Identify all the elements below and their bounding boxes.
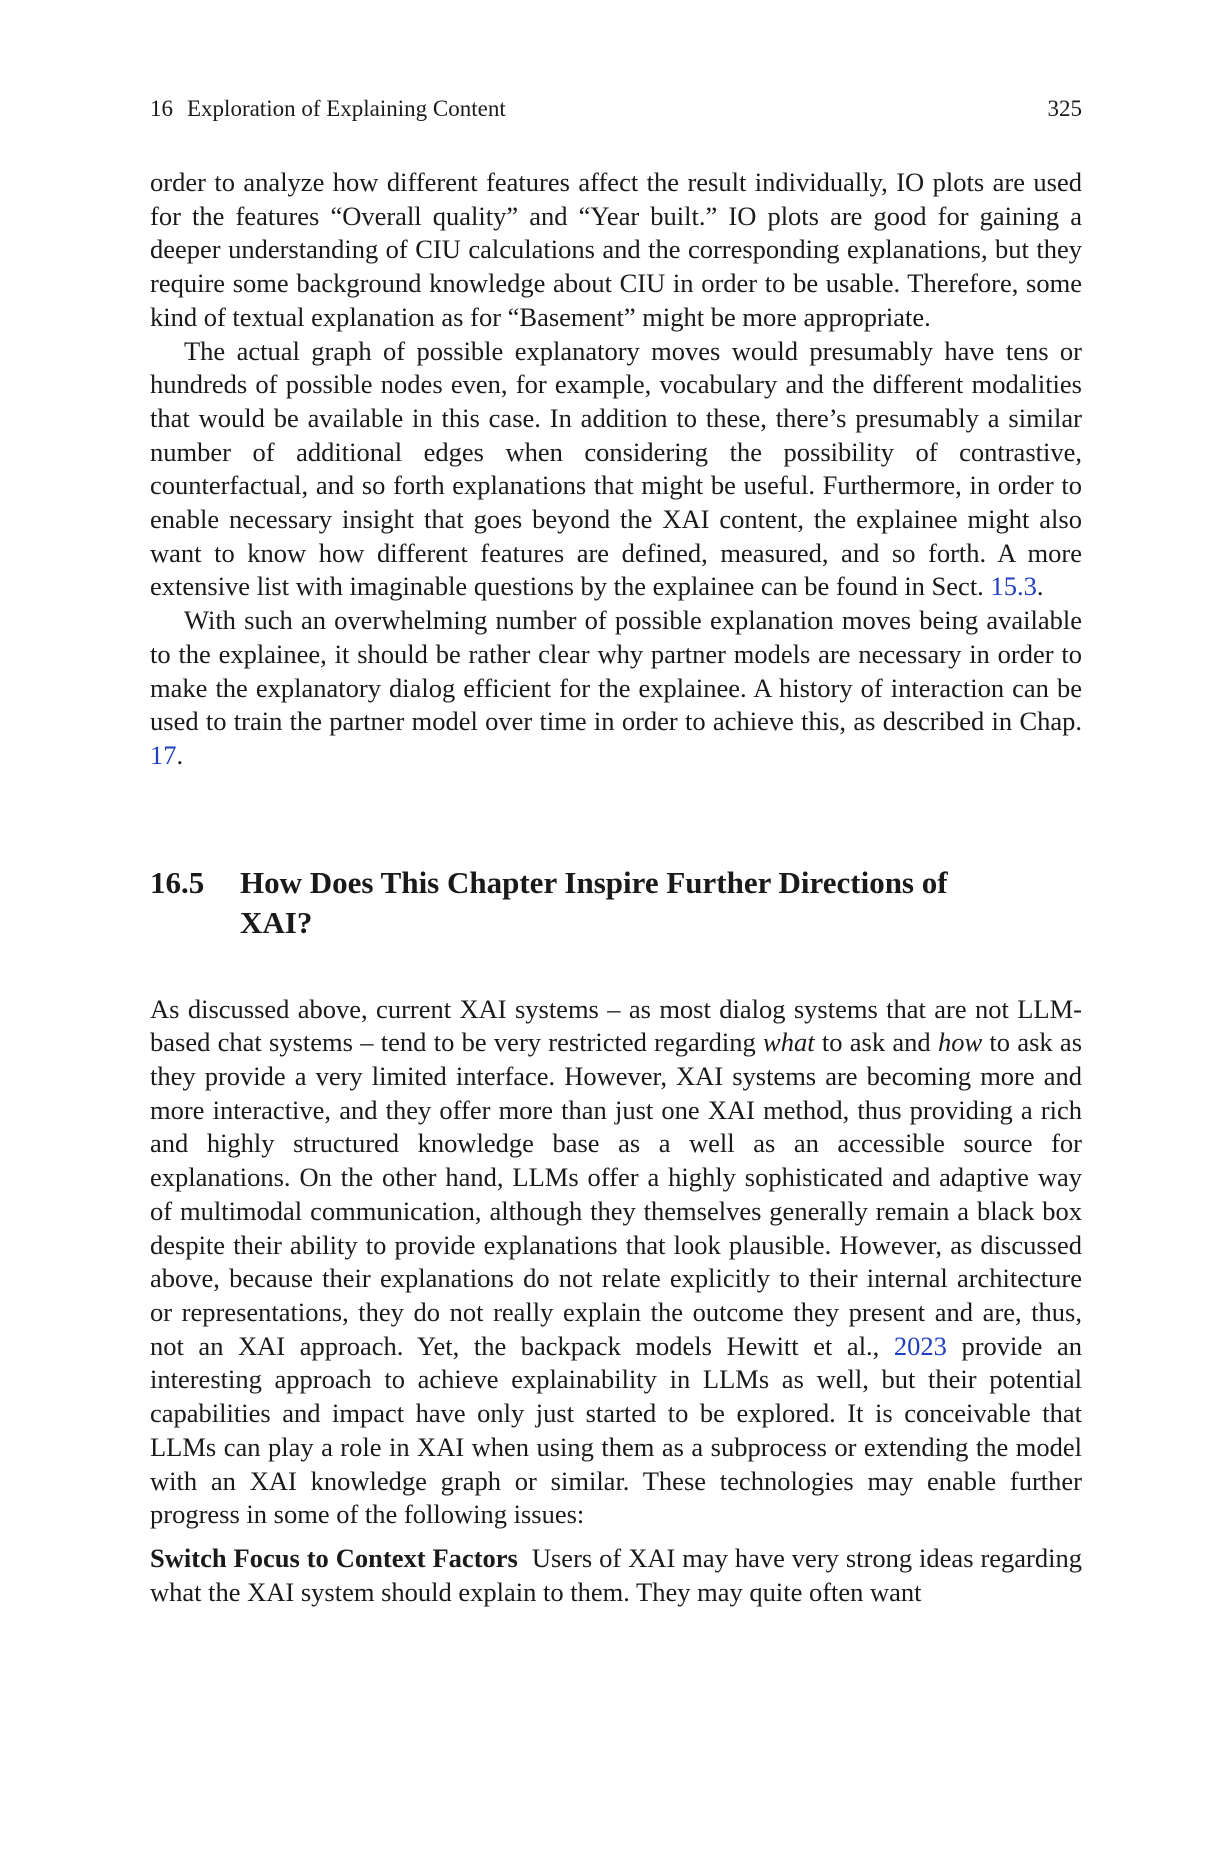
chapter-title: Exploration of Explaining Content	[187, 96, 506, 121]
paragraph-3-end: .	[176, 739, 184, 770]
citation-link[interactable]: 2023	[893, 1330, 947, 1361]
running-head-left	[150, 94, 506, 124]
page	[150, 94, 1082, 1609]
chapter-reference-link[interactable]: 17	[150, 739, 177, 770]
paragraph-4-text-b: to ask and	[814, 1027, 938, 1058]
paragraph-1: order to analyze how different features affect the result individually, IO plots are used for the features “Overall quality” and “Year built.” IO plots are good for gaining a deeper understanding of CIU calculations and the corresponding explanations, but they require some background knowledge about CIU in order to be usable. Therefore, some kind of textual explanation as for “Basement” might be more appropriate.	[150, 167, 1082, 332]
page-number: 325	[1047, 96, 1082, 121]
paragraph-4	[150, 993, 1082, 1532]
emphasis-how: how	[937, 1027, 983, 1058]
run-in-heading: Switch Focus to Context Factors	[150, 1542, 518, 1573]
paragraph-4-text-c: to ask as they provide a very limited interface. However, XAI systems are becoming more and more interactive, and they offer more than just one XAI method, thus providing a rich and highly structured knowledge base as a well as an accessible source for explanations. On the other hand, LLMs offer a highly sophisticated and adaptive way of multimodal communication, although they themselves generally remain a black box despite their ability to provide explanations that look plausible. However, as discussed above, because their explanations do not relate explicitly to their internal architecture or representations, they do not really explain the outcome they present and are, thus, not an XAI approach. Yet, the backpack models Hewitt et al.,	[150, 1027, 1083, 1361]
running-head	[150, 94, 1082, 124]
emphasis-what: what	[763, 1027, 815, 1058]
chapter-number: 16	[150, 96, 173, 121]
paragraph-3-text: With such an overwhelming number of possible explanation moves being available to the explainee, it should be rather clear why partner models are necessary in order to make the explanatory dialog efficient for the explainee. A history of interaction can be used to train the partner model over time in order to achieve this, as described in Chap.	[150, 605, 1082, 737]
section-number: 16.5	[150, 864, 205, 900]
paragraph-2-end: .	[1036, 571, 1044, 602]
section-reference-link[interactable]: 15.3	[990, 571, 1037, 602]
section-title: How Does This Chapter Inspire Further Directions of XAI?	[240, 864, 948, 940]
paragraph-4-text-a: As discussed above, current XAI systems – as most dialog systems that are not LLM-based chat systems – tend to be very restricted regarding	[150, 993, 1082, 1058]
paragraph-3	[150, 604, 1082, 773]
paragraph-4-text-d: provide an interesting approach to achieve explainability in LLMs as well, but their potential capabilities and impact have only just started to be explored. It is conceivable that LLMs can play a role in XAI when using them as a subprocess or extending the model with an XAI knowledge graph or similar. These technologies may enable further progress in some of the following issues:	[150, 1330, 1083, 1530]
paragraph-5-text: Users of XAI may have very strong ideas regarding what the XAI system should explain to them. They may quite often want	[150, 1542, 1082, 1607]
paragraph-2-text: The actual graph of possible explanatory moves would presumably have tens or hundreds of possible nodes even, for example, vocabulary and the different modalities that would be available in this case. In addition to these, there’s presumably a similar number of additional edges when considering the possibility of contrastive, counterfactual, and so forth explanations that might be useful. Furthermore, in order to enable necessary insight that goes beyond the XAI content, the explainee might also want to know how different features are defined, measured, and so forth. A more extensive list with imaginable questions by the explainee can be found in Sect.	[150, 335, 1082, 602]
paragraph-2	[150, 335, 1082, 605]
section-heading	[150, 863, 1082, 943]
paragraph-5	[150, 1542, 1082, 1609]
